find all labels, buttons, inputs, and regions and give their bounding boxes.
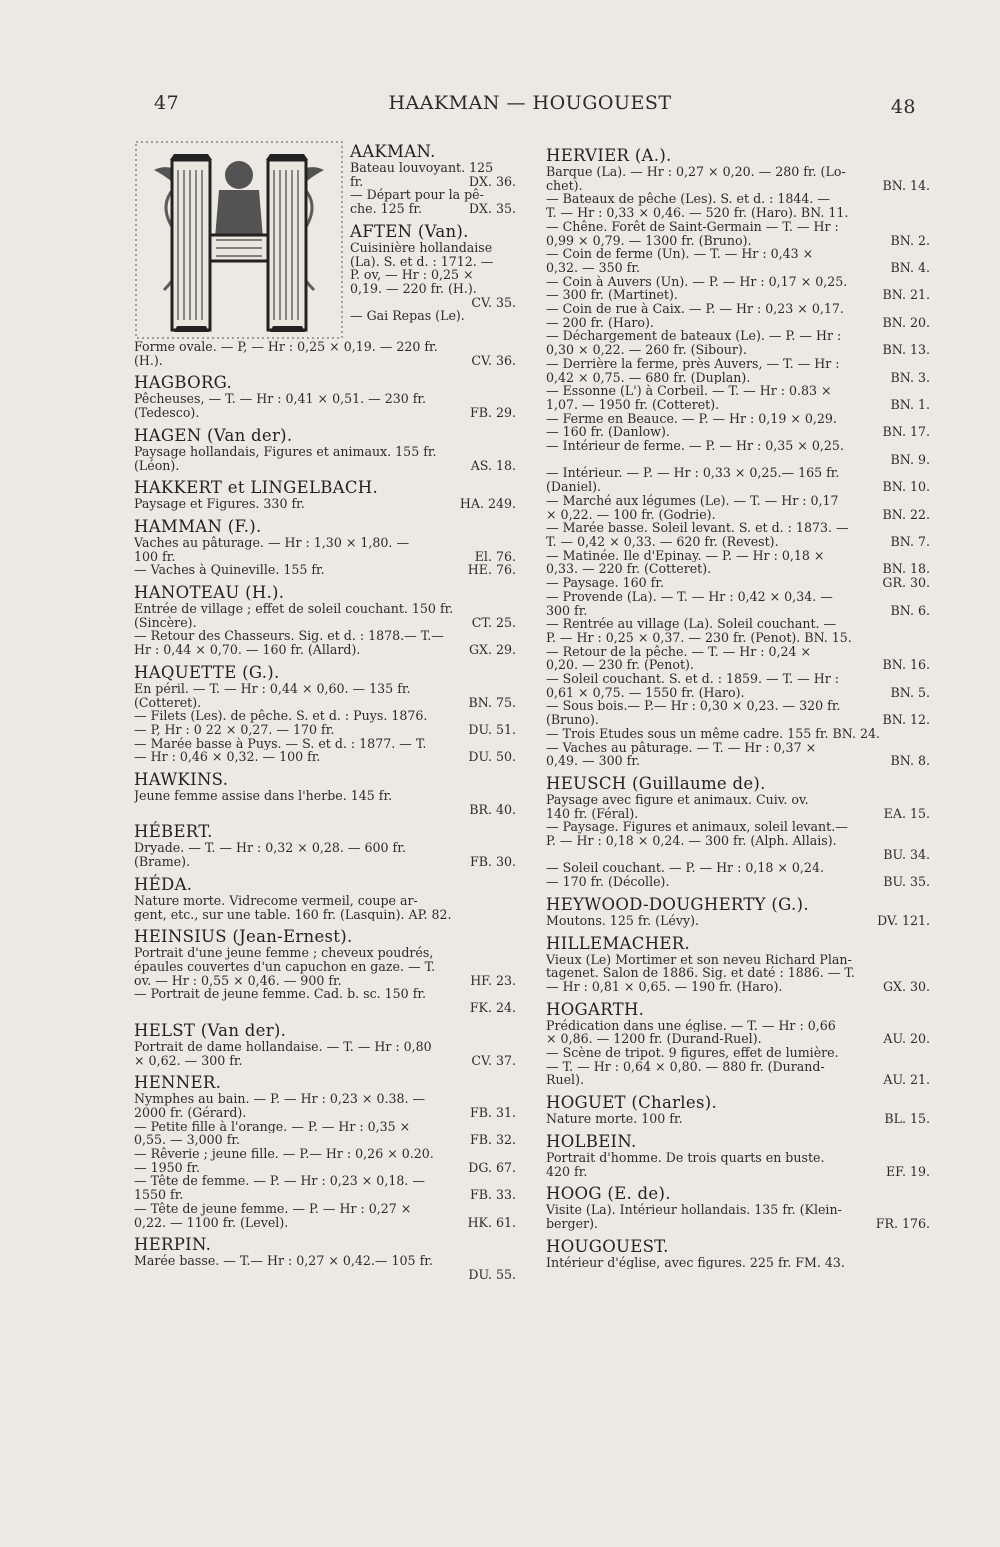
entry-line: — Tête de femme. — P. — Hr : 0,23 × 0,18. — xyxy=(134,1174,425,1189)
entry-line: che. 125 fr. DX. 35. xyxy=(350,202,516,216)
catalog-entry xyxy=(546,774,930,889)
catalog-entry xyxy=(134,373,516,419)
entry-line: BR. 40. xyxy=(469,802,516,817)
artist-name: HERVIER (A.). xyxy=(546,146,672,165)
entry-line: Cuisinière hollandaise xyxy=(350,240,493,255)
entry-line: — 1950 fr. DG. 67. xyxy=(134,1160,516,1175)
entry-line: 0,22. — 1100 fr. (Level). HK. 61. xyxy=(134,1215,516,1230)
entry-line: — Bateaux de pêche (Les). S. et d. : 1844. — xyxy=(546,192,831,207)
entry-line: — Rêverie ; jeune fille. — P.— Hr : 0,26 × 0.20. xyxy=(134,1147,434,1161)
entry-line: 2000 fr. (Gérard). FB. 31. xyxy=(134,1105,516,1120)
entry-line: (H.). CV. 36. xyxy=(134,353,516,368)
entry-line: Jeune femme assise dans l'herbe. 145 fr. xyxy=(134,789,393,803)
entry-line: — Marée basse. Soleil levant. S. et d. : 1873. — xyxy=(546,521,849,535)
catalog-entry xyxy=(134,770,516,816)
entry-line: — Filets (Les). de pêche. S. et d. : Puys. 1876. xyxy=(134,709,428,723)
entry-line: — Gai Repas (Le). xyxy=(350,309,465,324)
artist-name: HENNER. xyxy=(134,1073,222,1093)
entry-line: 0,99 × 0,79. — 1300 fr. (Bruno). BN. 2. xyxy=(546,233,930,248)
entry-line: — T. — Hr : 0,64 × 0,80. — 880 fr. (Durand- xyxy=(546,1059,825,1074)
entry-line: — Intérieur. — P. — Hr : 0,33 × 0,25.— 165 fr. xyxy=(546,466,840,481)
catalog-entry xyxy=(546,1237,930,1270)
catalog-entry xyxy=(134,1073,516,1229)
entry-line: — P, Hr : 0 22 × 0,27. — 170 fr. DU. 51. xyxy=(134,722,516,737)
entry-line: 0,49. — 300 fr. BN. 8. xyxy=(546,754,930,768)
artist-name: HAWKINS. xyxy=(134,770,229,790)
entry-line: — Rentrée au village (La). Soleil couchant. — xyxy=(546,617,837,631)
catalog-entry xyxy=(546,146,930,768)
page-number-right: 48 xyxy=(890,96,916,118)
entry-line: Portrait de dame hollandaise. — T. — Hr : 0,80 xyxy=(134,1039,432,1054)
catalog-entry xyxy=(546,1093,930,1126)
artist-name: HANOTEAU (H.). xyxy=(134,583,285,603)
artist-name: HAGEN (Van der). xyxy=(134,425,293,445)
entry-line: — Retour des Chasseurs. Sig. et d. : 1878.— T.— xyxy=(134,629,444,644)
artist-name: HAKKERT et LINGELBACH. xyxy=(134,478,379,498)
entry-line: — 300 fr. (Martinet). BN. 21. xyxy=(546,288,930,303)
entry-line: Moutons. 125 fr. (Lévy). DV. 121. xyxy=(546,913,930,928)
entry-line: Prédication dans une église. — T. — Hr : 0,66 xyxy=(546,1018,836,1033)
entry-line: chet). BN. 14. xyxy=(546,178,930,193)
entry-line: — Coin de rue à Caix. — P. — Hr : 0,23 × 0,17. xyxy=(546,302,844,316)
entry-line: 0,32. — 350 fr. BN. 4. xyxy=(546,260,930,275)
catalog-entry xyxy=(134,478,516,511)
entry-line: (Tedesco). FB. 29. xyxy=(134,406,516,420)
entry-line: gent, etc., sur une table. 160 fr. (Lasquin). AP. 82. xyxy=(134,907,452,922)
page-number-left: 47 xyxy=(154,92,180,114)
artist-name: HEUSCH (Guillaume de). xyxy=(546,773,766,793)
entry-line: (La). S. et d. : 1712. — xyxy=(350,254,494,269)
entry-line: — Ferme en Beauce. — P. — Hr : 0,19 × 0,29. xyxy=(546,411,837,426)
left-entry-list xyxy=(134,373,516,1281)
artist-name: HELST (Van der). xyxy=(134,1020,287,1040)
entry-line: Paysage hollandais, Figures et animaux. 155 fr. xyxy=(134,444,437,459)
entry-line: — Paysage. 160 fr. GR. 30. xyxy=(546,576,930,590)
catalog-entry xyxy=(134,822,516,868)
entry-line: — Hr : 0,81 × 0,65. — 190 fr. (Haro). GX. 30. xyxy=(546,979,930,994)
entry-line: (Cotteret). BN. 75. xyxy=(134,695,516,710)
entry-line: ov. — Hr : 0,55 × 0,46. — 900 fr. HF. 23. xyxy=(134,973,516,988)
entry-line: — Trois Etudes sous un même cadre. 155 fr. BN. 24. xyxy=(546,726,881,741)
entry-line: 0,20. — 230 fr. (Penot). BN. 16. xyxy=(546,658,930,673)
entry-line: DU. 55. xyxy=(468,1267,516,1282)
entry-line: 0,55. — 3,000 fr. FB. 32. xyxy=(134,1133,516,1148)
entry-line: (Sincère). CT. 25. xyxy=(134,615,516,630)
entry-line: Ruel). AU. 21. xyxy=(546,1073,930,1088)
entry-line: 0,61 × 0,75. — 1550 fr. (Haro). BN. 5. xyxy=(546,685,930,700)
entry-line: (Daniel). BN. 10. xyxy=(546,480,930,494)
entry-line: Hr : 0,44 × 0,70. — 160 fr. (Allard). GX. 29. xyxy=(134,643,516,657)
catalog-entry xyxy=(134,426,516,472)
catalog-entry xyxy=(134,1235,516,1281)
entry-line: 1550 fr. FB. 33. xyxy=(134,1188,516,1202)
entry-line: — Déchargement de bateaux (Le). — P. — Hr : xyxy=(546,329,842,344)
entry-line: — Paysage. Figures et animaux, soleil levant.— xyxy=(546,820,848,835)
catalog-entry xyxy=(546,934,930,994)
entry-line: 0,33. — 220 fr. (Cotteret). BN. 18. xyxy=(546,562,930,577)
entry-line: 1,07. — 1950 fr. (Cotteret). BN. 1. xyxy=(546,397,930,412)
entry-line: — Marée basse à Puys. — S. et d. : 1877. — T. xyxy=(134,736,427,751)
entry-line: — Coin de ferme (Un). — T. — Hr : 0,43 × xyxy=(546,247,814,261)
entry-line: Portrait d'homme. De trois quarts en buste. xyxy=(546,1150,825,1165)
catalog-entry xyxy=(546,1132,930,1178)
entry-line: tagenet. Salon de 1886. Sig. et daté : 1886. — T. xyxy=(546,966,855,980)
entry-line: BN. 9. xyxy=(890,452,930,467)
entry-line: — 160 fr. (Danlow). BN. 17. xyxy=(546,425,930,440)
entry-line: Portrait d'une jeune femme ; cheveux poudrés, xyxy=(134,946,434,960)
entry-line: — Derrière la ferme, près Auvers, — T. — Hr : xyxy=(546,356,840,371)
entry-line: × 0,62. — 300 fr. CV. 37. xyxy=(134,1053,516,1068)
entry-line: Dryade. — T. — Hr : 0,32 × 0,28. — 600 fr. xyxy=(134,841,406,856)
entry-line: Entrée de village ; effet de soleil couchant. 150 fr. xyxy=(134,602,454,616)
entry-line: — Soleil couchant. — P. — Hr : 0,18 × 0,24. xyxy=(546,861,824,876)
artist-name: HERPIN. xyxy=(134,1235,212,1255)
artist-name: HÉBERT. xyxy=(134,822,213,842)
entry-line: P. — Hr : 0,25 × 0,37. — 230 fr. (Penot). BN. 15. xyxy=(546,630,852,645)
catalog-entry xyxy=(546,895,930,928)
entry-line: — Retour de la pêche. — T. — Hr : 0,24 × xyxy=(546,644,812,659)
entry-line: Paysage avec figure et animaux. Cuiv. ov. xyxy=(546,792,809,807)
entry-line: Bateau louvoyant. 125 xyxy=(350,161,494,175)
artist-name: HAMMAN (F.). xyxy=(134,516,262,536)
entry-line: — Coin à Auvers (Un). — P. — Hr : 0,17 × 0,25. xyxy=(546,274,848,289)
entry-line: × 0,22. — 100 fr. (Godrie). BN. 22. xyxy=(546,507,930,522)
entry-line: — Chêne. Forêt de Saint-Germain — T. — Hr : xyxy=(546,219,839,234)
entry-line: — Sous bois.— P.— Hr : 0,30 × 0,23. — 320 fr. xyxy=(546,699,841,714)
entry-line: — Hr : 0,46 × 0,32. — 100 fr. DU. 50. xyxy=(134,750,516,765)
artist-name: HOOG (E. de). xyxy=(546,1184,671,1204)
catalog-entry xyxy=(134,1021,516,1067)
entry-line: Marée basse. — T.— Hr : 0,27 × 0,42.— 105 fr. xyxy=(134,1254,433,1268)
running-header xyxy=(150,92,916,122)
entry-line: — 200 fr. (Haro). BN. 20. xyxy=(546,315,930,330)
entry-line: — Provende (La). — T. — Hr : 0,42 × 0,34. — xyxy=(546,589,833,604)
artist-name: HOLBEIN. xyxy=(546,1131,637,1151)
entry-line: — Vaches au pâturage. — T. — Hr : 0,37 × xyxy=(546,740,817,755)
entry-line: — Essonne (L') à Corbeil. — T. — Hr : 0.83 × xyxy=(546,384,832,398)
entry-line: 0,42 × 0,75. — 680 fr. (Duplan). BN. 3. xyxy=(546,370,930,385)
entry-line: Visite (La). Intérieur hollandais. 135 fr. (Klein- xyxy=(546,1203,842,1217)
artist-name: HÉDA. xyxy=(134,874,193,894)
catalog-entry xyxy=(134,517,516,577)
entry-line: Nature morte. 100 fr. BL. 15. xyxy=(546,1112,930,1126)
entry-line: P. ov, — Hr : 0,25 × xyxy=(350,268,474,282)
catalog-entry xyxy=(134,583,516,657)
entry-line: P. — Hr : 0,18 × 0,24. — 300 fr. (Alph. Allais). xyxy=(546,834,837,848)
entry-line: (Brame). FB. 30. xyxy=(134,855,516,869)
entry-line: fr. DX. 36. xyxy=(350,174,516,189)
catalog-entry xyxy=(134,927,516,1015)
entry-line: (Bruno). BN. 12. xyxy=(546,713,930,727)
artist-name: HOGUET (Charles). xyxy=(546,1093,718,1113)
entry-line: Nature morte. Vidrecome vermeil, coupe ar- xyxy=(134,893,418,908)
catalog-entry xyxy=(134,875,516,921)
entry-line: T. — 0,42 × 0,33. — 620 fr. (Revest). BN. 7. xyxy=(546,534,930,549)
entry-line: Intérieur d'église, avec figures. 225 fr. FM. 43. xyxy=(546,1255,845,1270)
entry-line: Paysage et Figures. 330 fr. HA. 249. xyxy=(134,497,516,511)
catalog-entry xyxy=(546,1184,930,1230)
entry-line: Barque (La). — Hr : 0,27 × 0,20. — 280 fr. (Lo- xyxy=(546,165,846,179)
artist-name: HILLEMACHER. xyxy=(546,933,691,953)
artist-name: HEINSIUS (Jean-Ernest). xyxy=(134,927,353,947)
entry-line: — Petite fille à l'orange. — P. — Hr : 0,35 × xyxy=(134,1119,411,1134)
artist-name: AAKMAN. xyxy=(350,142,436,161)
entry-line: — Marché aux légumes (Le). — T. — Hr : 0,17 xyxy=(546,493,839,508)
entry-line: Pêcheuses, — T. — Hr : 0,41 × 0,51. — 230 fr. xyxy=(134,392,427,407)
entry-line: 300 fr. BN. 6. xyxy=(546,603,930,618)
running-head: HAAKMAN — HOUGOUEST xyxy=(388,92,672,114)
entry-line: Forme ovale. — P, — Hr : 0,25 × 0,19. — 220 fr. xyxy=(134,340,438,354)
entry-line: Nymphes au bain. — P. — Hr : 0,23 × 0.38. — xyxy=(134,1092,426,1106)
entry-line: T. — Hr : 0,33 × 0,46. — 520 fr. (Haro). BN. 11. xyxy=(546,206,849,220)
catalog-entry xyxy=(134,663,516,764)
ornamental-initial-h xyxy=(134,140,344,340)
entry-line: — 170 fr. (Décolle). BU. 35. xyxy=(546,875,930,889)
left-column xyxy=(134,142,516,1288)
entry-line: — Portrait de jeune femme. Cad. b. sc. 150 fr. xyxy=(134,987,426,1002)
entry-line: — Vaches à Quineville. 155 fr. HE. 76. xyxy=(134,563,516,578)
entry-line: — Soleil couchant. S. et d. : 1859. — T. — Hr : xyxy=(546,672,840,686)
entry-line: 420 fr. EF. 19. xyxy=(546,1164,930,1179)
entry-line: 100 fr. El. 76. xyxy=(134,549,516,564)
entry-line: × 0,86. — 1200 fr. (Durand-Ruel). AU. 20. xyxy=(546,1032,930,1047)
artist-name: HEYWOOD-DOUGHERTY (G.). xyxy=(546,894,809,914)
artist-name: HAQUETTE (G.). xyxy=(134,662,280,682)
entry-line: — Matinée. Ile d'Epinay. — P. — Hr : 0,18 × xyxy=(546,548,825,563)
right-entry-list xyxy=(546,146,930,1269)
entry-line: — Scène de tripot. 9 figures, effet de lumière. xyxy=(546,1046,839,1060)
entry-line: — Départ pour la pê- xyxy=(350,188,484,203)
entry-line: 0,30 × 0,22. — 260 fr. (Sibour). BN. 13. xyxy=(546,343,930,357)
entry-line: CV. 35. xyxy=(471,295,516,310)
artist-name: AFTEN (Van). xyxy=(350,221,469,241)
artist-name: HAGBORG. xyxy=(134,373,233,393)
right-column xyxy=(546,142,930,1275)
catalog-entry xyxy=(546,1000,930,1088)
entry-line: (Léon). AS. 18. xyxy=(134,458,516,473)
artist-name: HOUGOUEST. xyxy=(546,1236,669,1256)
entry-line: — Tête de jeune femme. — P. — Hr : 0,27 × xyxy=(134,1201,412,1216)
entry-line: Vieux (Le) Mortimer et son neveu Richard Plan- xyxy=(546,952,852,967)
entry-line: 0,19. — 220 fr. (H.). xyxy=(350,281,477,296)
entry-line: épaules couvertes d'un capuchon en gaze. — T. xyxy=(134,959,436,974)
entry-line: FK. 24. xyxy=(469,1001,516,1015)
entry-line: — Intérieur de ferme. — P. — Hr : 0,35 × 0,25. xyxy=(546,439,844,453)
entry-line: berger). FR. 176. xyxy=(546,1217,930,1231)
entry-line: Vaches au pâturage. — Hr : 1,30 × 1,80. — xyxy=(134,535,410,550)
decorated-h-icon xyxy=(134,140,344,340)
artist-name: HOGARTH. xyxy=(546,999,645,1019)
entry-line: 140 fr. (Féral). EA. 15. xyxy=(546,806,930,821)
entry-line: BU. 34. xyxy=(883,847,930,862)
entry-line: En péril. — T. — Hr : 0,44 × 0,60. — 135 fr. xyxy=(134,681,411,696)
